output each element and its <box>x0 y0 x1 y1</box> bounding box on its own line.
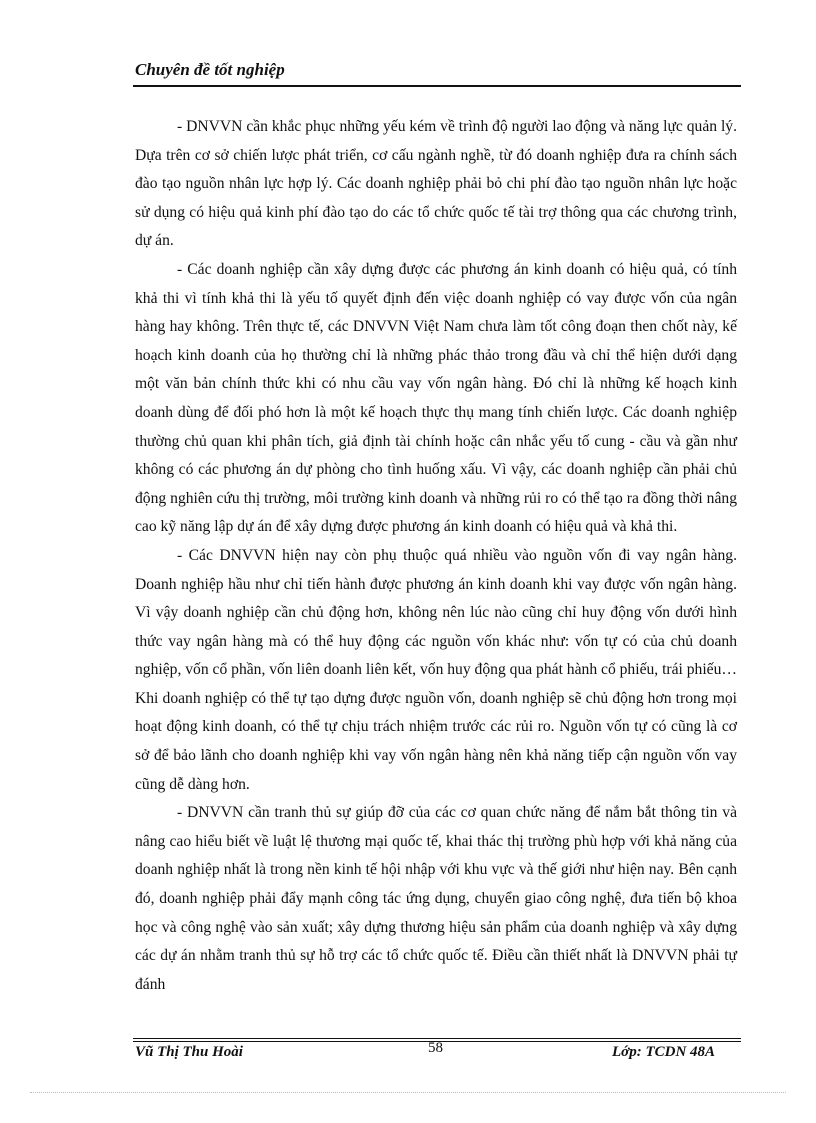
paragraph: - DNVVN cần tranh thủ sự giúp đỡ của các cơ quan chức năng để nắm bắt thông tin và nâng cao hiểu biết về luật lệ thương mại quốc tế, khai thác thị trường phù hợp với khả năng của doanh nghiệp nhất là trong nền kinh tế hội nhập với khu vực và thế giới như hiện nay. Bên cạnh đó, doanh nghiệp phải đẩy mạnh công tác ứng dụng, chuyển giao công nghệ, đưa tiến bộ khoa học và công nghệ vào sản xuất; xây dựng thương hiệu sản phẩm của doanh nghiệp và xây dựng các dự án nhằm tranh thủ sự hỗ trợ các tổ chức quốc tế. Điều cần thiết nhất là DNVVN phải tự đánh <box>135 804 737 993</box>
footer-class: Lớp: TCDN 48A <box>612 1044 716 1060</box>
paragraph: - Các doanh nghiệp cần xây dựng được các phương án kinh doanh có hiệu quả, có tính khả thi vì tính khả thi là yếu tố quyết định đến việc doanh nghiệp có vay được vốn của ngân hàng hay không. Trên thực tế, các DNVVN Việt Nam chưa làm tốt công đoạn then chốt này, kế hoạch kinh doanh của họ thường chỉ là những phác thảo trong đầu và chỉ thể hiện dưới dạng một văn bản chính thức khi có nhu cầu vay vốn ngân hàng. Đó chỉ là những kế hoạch kinh doanh dùng để đối phó hơn là một kế hoạch thực thụ mang tính chiến lược. Các doanh nghiệp thường chủ quan khi phân tích, giả định tài chính hoặc cân nhắc yếu tố cung - cầu và gần như không có các phương án dự phòng cho tình huống xấu. Vì vậy, các doanh nghiệp cần phải chủ động nghiên cứu thị trường, môi trường kinh doanh và những rủi ro có thể tạo ra đồng thời nâng cao kỹ năng lập dự án để xây dựng được phương án kinh doanh có hiệu quả và khả thi. <box>135 260 737 536</box>
footer-author: Vũ Thị Thu Hoài <box>135 1044 243 1060</box>
footer-page-number: 58 <box>428 1040 443 1056</box>
header-divider <box>133 85 741 87</box>
paragraph: - DNVVN cần khắc phục những yếu kém về trình độ người lao động và năng lực quản lý. Dựa trên cơ sở chiến lược phát triển, cơ cấu ngành nghề, từ đó doanh nghiệp đưa ra chính sách đào tạo nguồn nhân lực hợp lý. Các doanh nghiệp phải bỏ chi phí đào tạo nguồn nhân lực hoặc sử dụng có hiệu quả kinh phí đào tạo do các tổ chức quốc tế tài trợ thông qua các chương trình, dự án. <box>135 118 737 250</box>
body-text <box>135 113 737 999</box>
header-title: Chuyên đề tốt nghiệp <box>135 60 285 79</box>
paragraph: - Các DNVVN hiện nay còn phụ thuộc quá nhiều vào nguồn vốn đi vay ngân hàng. Doanh nghiệp hầu như chỉ tiến hành được phương án kinh doanh khi vay được vốn ngân hàng. Vì vậy doanh nghiệp cần chủ động hơn, không nên lúc nào cũng chỉ huy động vốn dưới hình thức vay ngân hàng mà có thể huy động các nguồn vốn khác như: vốn tự có của chủ doanh nghiệp, vốn cổ phần, vốn liên doanh liên kết, vốn huy động qua phát hành cổ phiếu, trái phiếu…Khi doanh nghiệp có thể tự tạo dựng được nguồn vốn, doanh nghiệp sẽ chủ động hơn trong mọi hoạt động kinh doanh, có thể tự chịu trách nhiệm trước các rủi ro. Nguồn vốn tự có cũng là cơ sở để bảo lãnh cho doanh nghiệp khi vay vốn ngân hàng nên khả năng tiếp cận nguồn vốn vay cũng dễ dàng hơn. <box>135 546 737 793</box>
page-edge-divider <box>30 1092 786 1093</box>
footer-divider-top <box>133 1038 741 1039</box>
